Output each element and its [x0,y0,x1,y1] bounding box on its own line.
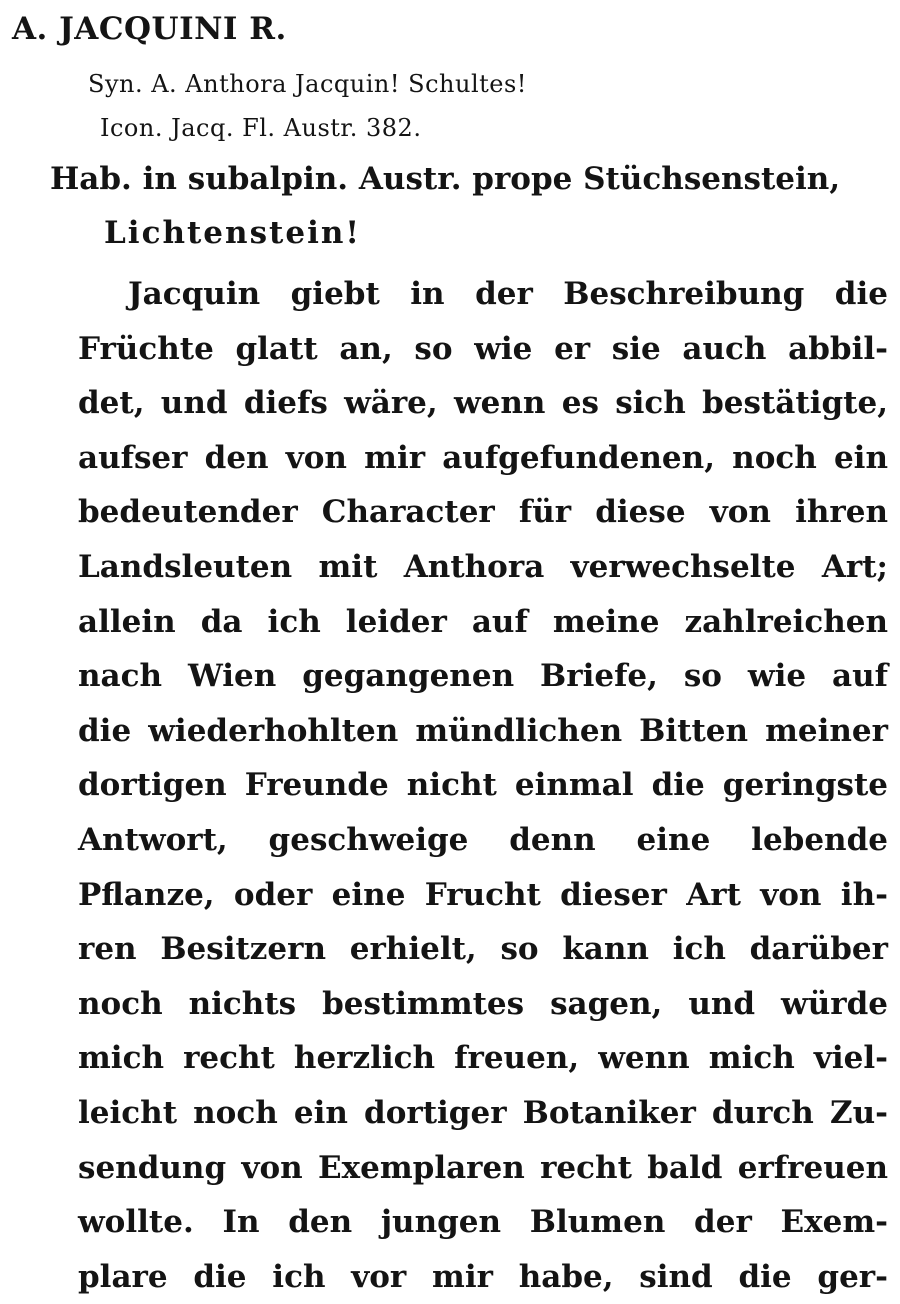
paragraph-line: Jacquin giebt in der Beschreibung die [128,276,888,312]
paragraph-line: aufser den von mir aufgefundenen, noch ein [78,439,888,476]
paragraph-line: dortigen Freunde nicht einmal die geringste [78,767,888,804]
paragraph-line: Antwort, geschweige denn eine lebende [78,821,888,858]
habitat-line-1: Hab. in subalpin. Austr. prope Stüchsenstein, [50,161,841,197]
paragraph-line: leicht noch ein dortiger Botaniker durch Zu- [78,1094,888,1131]
paragraph-line: det, und diefs wäre, wenn es sich bestätigte, [78,385,888,422]
paragraph-line: noch nichts bestimmtes sagen, und würde [78,985,888,1022]
synonym-line: Syn. A. Anthora Jacquin! Schultes! [88,70,527,98]
icon-reference-line: Icon. Jacq. Fl. Austr. 382. [100,114,422,142]
paragraph-line: ren Besitzern erhielt, so kann ich darüber [78,931,888,968]
paragraph-line: Pflanze, oder eine Frucht dieser Art von ih- [78,876,888,913]
paragraph-line: bedeutender Character für diese von ihren [78,494,888,531]
paragraph-line: allein da ich leider auf meine zahlreichen [78,603,888,640]
habitat-line-2: Lichtenstein! [104,215,361,251]
paragraph-line: mich recht herzlich freuen, wenn mich viel- [78,1040,888,1077]
body-paragraph [78,267,888,1304]
entry-title: A. JACQUINI R. [12,11,287,47]
paragraph-line: Landsleuten mit Anthora verwechselte Art; [78,548,888,585]
paragraph-line: wollte. In den jungen Blumen der Exem- [78,1204,888,1241]
paragraph-line: sendung von Exemplaren recht bald erfreuen [78,1149,888,1186]
paragraph-line: nach Wien gegangenen Briefe, so wie auf [78,658,888,695]
paragraph-line: plare die ich vor mir habe, sind die ger- [78,1258,888,1295]
paragraph-line: Früchte glatt an, so wie er sie auch abbil- [78,330,888,367]
paragraph-line: die wiederhohlten mündlichen Bitten meiner [78,712,888,749]
